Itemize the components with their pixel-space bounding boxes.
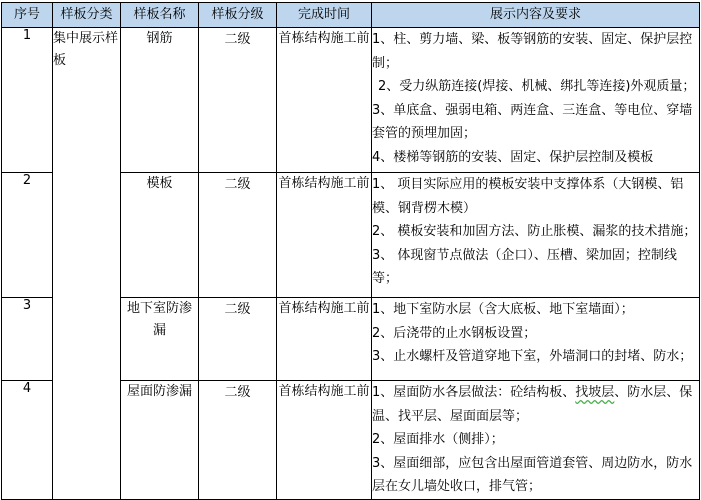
row-grade: 二级: [199, 173, 277, 298]
table-header-row: [2, 3, 700, 28]
sample-board-table: [1, 2, 700, 500]
content-line: 1、地下室防水层（含大底板、地下室墙面）；: [372, 302, 634, 317]
content-line: 1、柱、剪力墙、梁、板等钢筋的安装、固定、保护层控制；: [372, 32, 693, 71]
header-time: 完成时间: [277, 3, 372, 28]
row-grade: 二级: [199, 298, 277, 381]
content-line: [372, 381, 699, 428]
row-time: 首栋结构施工前: [277, 173, 372, 298]
content-line: 3、单底盒、强弱电箱、两连盒、三连盒、等电位、穿墙套管的预埋加固；: [372, 102, 693, 142]
row-content: [372, 381, 700, 500]
header-name: 样板名称: [121, 3, 199, 28]
row-content: [372, 298, 700, 381]
content-line: 4、楼梯等钢筋的安装、固定、保护层控制及模板: [372, 149, 654, 165]
row-name: 钢筋: [121, 28, 199, 173]
table-row: [2, 28, 700, 173]
content-line: 1、 项目实际应用的模板安装中支撑体系（大钢模、铝模、钢背楞木模）: [372, 177, 684, 216]
content-line: 2、受力纵筋连接(焊接、机械、绑扎等连接)外观质量；: [378, 79, 696, 95]
content-line: 2、后浇带的止水钢板设置；: [372, 325, 537, 341]
row-num: 3: [2, 298, 53, 381]
content-line: 2、 模板安装和加固方法、防止胀模、漏浆的技术措施；: [372, 224, 697, 240]
row-time: 首栋结构施工前: [277, 298, 372, 381]
header-grade: 样板分级: [199, 3, 277, 28]
header-content: 展示内容及要求: [372, 3, 700, 28]
content-text: 、防水层、保温、找平层、屋面面层等；: [372, 385, 693, 424]
row-num: 4: [2, 381, 53, 500]
spellcheck-marked-text: 找坡层: [575, 385, 615, 400]
row-num: 2: [2, 173, 53, 298]
row-name: 屋面防渗漏: [121, 381, 199, 500]
row-content: [372, 28, 700, 173]
content-line: 3、止水螺杆及管道穿地下室，外墙洞口的封堵、防水；: [372, 349, 693, 365]
content-text: 1、屋面防水各层做法：砼结构板、: [372, 385, 576, 400]
category-cell: 集中展示样板: [53, 28, 121, 500]
row-content: [372, 173, 700, 298]
row-grade: 二级: [199, 28, 277, 173]
content-line: 3、屋面细部，应包含出屋面管道套管、周边防水，防水层在女儿墙处收口，排气管；: [372, 455, 693, 495]
content-line: 3、 体现窗节点做法（企口）、压槽、梁加固；控制线等；: [372, 247, 677, 287]
row-name: 地下室防渗漏: [121, 298, 199, 381]
row-grade: 二级: [199, 381, 277, 500]
header-category: 样板分类: [53, 3, 121, 28]
row-time: 首栋结构施工前: [277, 381, 372, 500]
row-num: 1: [2, 28, 53, 173]
header-num: 序号: [2, 3, 53, 28]
row-name: 模板: [121, 173, 199, 298]
content-line: 2、屋面排水（侧排）；: [372, 432, 504, 448]
row-time: 首栋结构施工前: [277, 28, 372, 173]
